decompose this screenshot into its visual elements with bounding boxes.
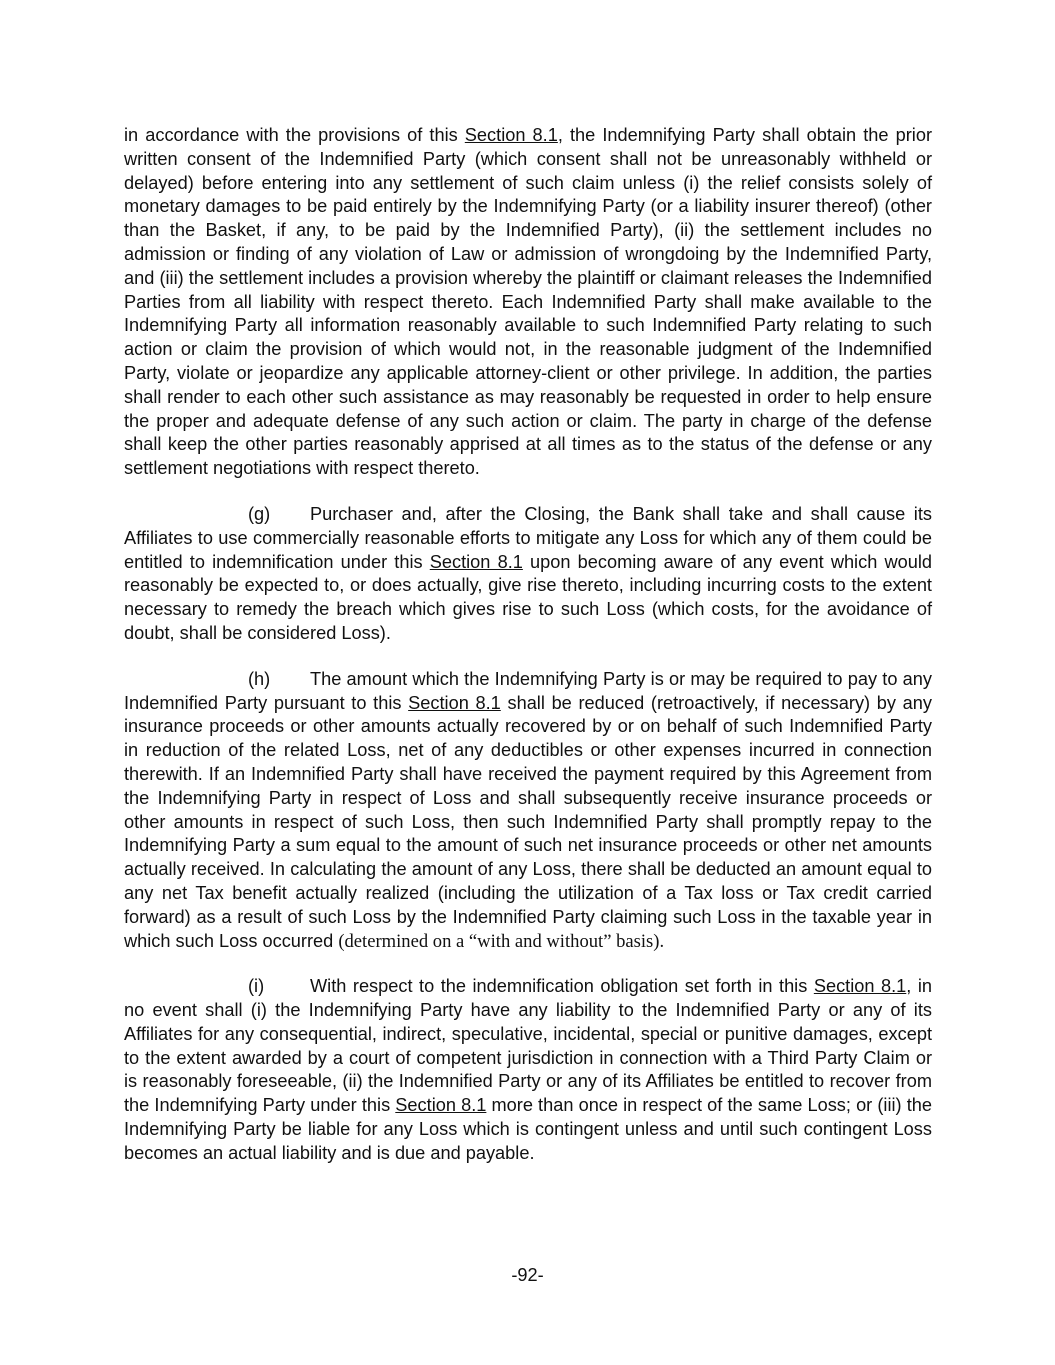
section-reference: Section 8.1 bbox=[395, 1095, 487, 1116]
text: Purchaser and, after the Closing, the Bank shall take and shall cause its Affiliates to use commercially reasonable efforts to mitigate any Loss for which any of them could be entitled to indemnification under this bbox=[124, 503, 932, 572]
text: , the Indemnifying Party shall obtain the prior written consent of the Indemnified Party (which consent shall not be unreasonably withheld or delayed) before entering into any settlement of such claim unless (i) the relief consists solely of monetary damages to be paid entirely by the Indemnifying Party (or a liability insurer thereof) (other than the Basket, if any, to be paid by the Indemnified Party), (ii) the settlement includes no admission or finding of any violation of Law or admission of wrongdoing by the Indemnified Party, and (iii) the settlement includes a provision whereby the plaintiff or claimant releases the Indemnified Parties from all liability with respect thereto. Each Indemnified Party shall make available to the Indemnifying Party all information reasonably available to such Indemnified Party relating to such action or claim the provision of which would not, in the reasonable judgment of the Indemnified Party, violate or jeopardize any applicable attorney-client or other privilege. In addition, the parties shall render to each other such assistance as may reasonably be requested in order to help ensure the proper and adequate defense of any such action or claim. The party in charge of the defense shall keep the other parties reasonably apprised at all times as to the status of the defense or any settlement negotiations with respect thereto. bbox=[124, 125, 933, 479]
paragraph-marker: (g) bbox=[248, 503, 271, 524]
text: , in no event shall (i) the Indemnifying Party have any liability to the Indemnified Party or any of its Affiliates for any consequential, indirect, speculative, incidental, special or punitive damages, except to the extent awarded by a court of competent jurisdiction in connection with a Third Party Claim or is reasonably foreseeable, (ii) the Indemnified Party or any of its Affiliates be entitled to recover from the Indemnifying Party under this bbox=[124, 976, 932, 1116]
document-body bbox=[124, 124, 932, 1188]
section-reference: Section 8.1 bbox=[429, 551, 523, 572]
paragraph-i bbox=[124, 975, 932, 1165]
section-reference: Section 8.1 bbox=[464, 125, 558, 145]
paragraph-continuation bbox=[124, 124, 932, 481]
page-number: -92- bbox=[511, 1265, 544, 1285]
section-reference: Section 8.1 bbox=[813, 976, 907, 997]
text: in accordance with the provisions of this bbox=[124, 125, 465, 145]
paragraph-marker: (h) bbox=[248, 668, 271, 689]
text: With respect to the indemnification obligation set forth in this bbox=[310, 976, 814, 997]
section-reference: Section 8.1 bbox=[408, 692, 501, 713]
paragraph-marker: (i) bbox=[248, 976, 265, 997]
text: The amount which the Indemnifying Party is or may be required to pay to any Indemnified Party pursuant to this bbox=[124, 668, 932, 713]
text: (determined on a “with and without” basis). bbox=[338, 930, 665, 952]
text: more than once in respect of the same Loss; or (iii) the Indemnifying Party be liable for any Loss which is contingent unless and until such contingent Loss becomes an actual liability and is due and payable. bbox=[124, 1095, 933, 1163]
text: upon becoming aware of any event which would reasonably be expected to, or does actually, give rise thereto, including incurring costs to the extent necessary to remedy the breach which gives rise to such Loss (which costs, for the avoidance of doubt, shall be considered Loss). bbox=[124, 551, 932, 643]
paragraph-h bbox=[124, 668, 932, 954]
text: shall be reduced (retroactively, if necessary) by any insurance proceeds or other amounts actually recovered by or on behalf of such Indemnified Party in reduction of the related Loss, net of any deductibles or other expenses incurred in connection therewith. If an Indemnified Party shall have received the payment required by this Agreement from the Indemnifying Party in respect of Loss and shall subsequently receive insurance proceeds or other amounts in respect of such Loss, then such Indemnified Party shall promptly repay to the Indemnifying Party a sum equal to the amount of such net insurance proceeds or other net amounts actually received. In calculating the amount of any Loss, there shall be deducted an amount equal to any net Tax benefit actually realized (including the utilization of a Tax loss or Tax credit carried forward) as a result of such Loss by the Indemnified Party claiming such Loss in the taxable year in which such Loss occurred bbox=[124, 692, 933, 951]
paragraph-g bbox=[124, 503, 932, 646]
